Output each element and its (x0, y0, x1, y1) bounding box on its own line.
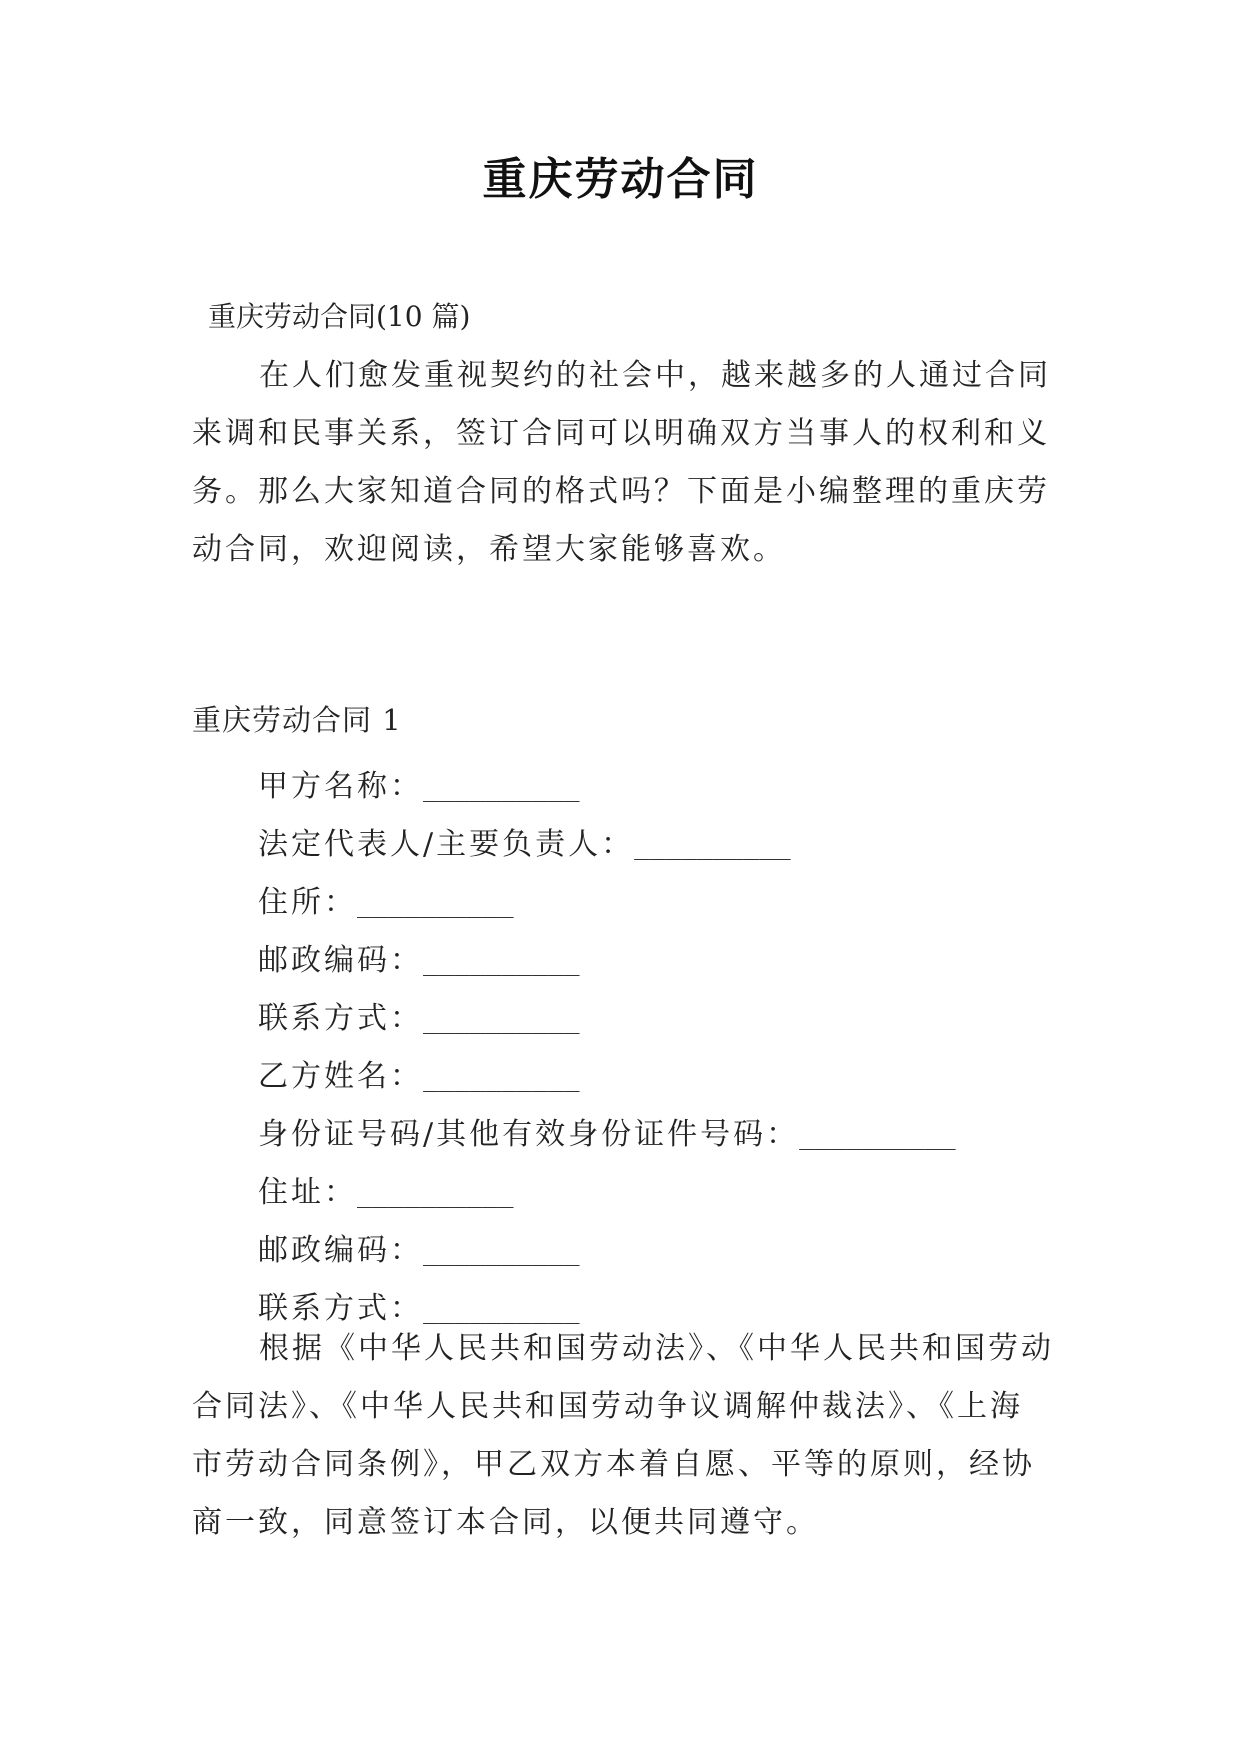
field-blank: __________ (423, 1005, 580, 1035)
field-label: 身份证号码/其他有效身份证件号码： (258, 1117, 800, 1152)
field-label: 乙方姓名： (258, 1059, 423, 1094)
field-party-b-name (258, 1048, 956, 1106)
field-label: 住址： (258, 1175, 357, 1210)
field-blank: __________ (423, 1295, 580, 1325)
field-label: 甲方名称： (258, 769, 423, 804)
field-label: 住所： (258, 885, 357, 920)
document-subtitle: 重庆劳动合同(10 篇) (208, 300, 471, 333)
intro-paragraph: 在人们愈发重视契约的社会中，越来越多的人通过合同来调和民事关系，签订合同可以明确双方当事人的权利和义务。那么大家知道合同的格式吗？下面是小编整理的重庆劳动合同，欢迎阅读，希望大家能够喜欢。 (192, 358, 1051, 567)
field-blank: __________ (423, 947, 580, 977)
field-party-a-address (258, 874, 956, 932)
field-label: 邮政编码： (258, 1233, 423, 1268)
field-blank: __________ (799, 1121, 956, 1151)
field-party-a-name (258, 758, 956, 816)
field-label: 联系方式： (258, 1001, 423, 1036)
field-party-b-postcode (258, 1222, 956, 1280)
field-label: 邮政编码： (258, 943, 423, 978)
field-party-b-address (258, 1164, 956, 1222)
contract-party-fields (258, 758, 956, 1338)
document-title: 重庆劳动合同 (482, 154, 759, 205)
field-label: 联系方式： (258, 1291, 423, 1326)
field-blank: __________ (423, 773, 580, 803)
field-party-a-contact (258, 990, 956, 1048)
field-party-a-postcode (258, 932, 956, 990)
field-label: 法定代表人/主要负责人： (258, 827, 635, 862)
field-blank: __________ (357, 889, 514, 919)
field-legal-representative (258, 816, 956, 874)
legal-basis-paragraph: 根据《中华人民共和国劳动法》、《中华人民共和国劳动合同法》、《中华人民共和国劳动争议调解仲裁法》、《上海市劳动合同条例》，甲乙双方本着自愿、平等的原则，经协商一致，同意签订本合同，以便共同遵守。 (192, 1331, 1054, 1540)
field-blank: __________ (423, 1063, 580, 1093)
field-blank: __________ (357, 1179, 514, 1209)
field-blank: __________ (634, 831, 791, 861)
section-heading: 重庆劳动合同 1 (192, 703, 402, 737)
field-blank: __________ (423, 1237, 580, 1267)
field-id-number (258, 1106, 956, 1164)
